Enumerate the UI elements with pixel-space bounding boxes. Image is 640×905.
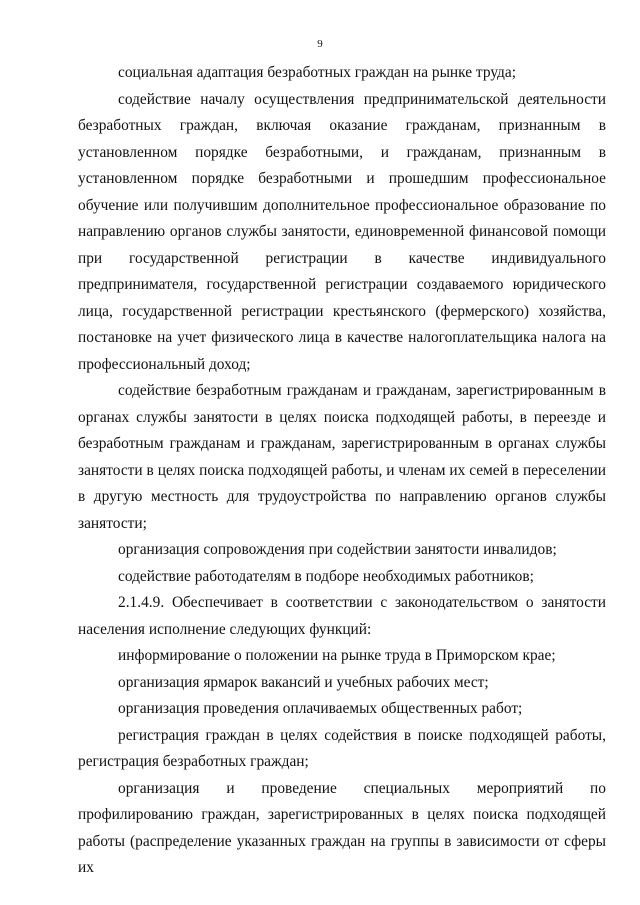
document-body <box>78 60 606 882</box>
paragraph-registration: регистрация граждан в целях содействия в поиске подходящей работы, регистрация безработных граждан; <box>78 726 606 770</box>
paragraph-profiling: организация и проведение специальных мероприятий по профилированию граждан, зарегистрированных в целях поиска подходящей работы (распределение указанных граждан на группы в зависимости от сферы их <box>78 779 606 876</box>
paragraph-social-adaptation: социальная адаптация безработных граждан на рынке труда; <box>118 64 516 81</box>
paragraph-labor-market-info: информирование о положении на рынке труда в Приморском крае; <box>118 647 556 664</box>
page-number: 9 <box>317 38 323 50</box>
paragraph-job-fairs: организация ярмарок вакансий и учебных рабочих мест; <box>118 673 489 691</box>
paragraph-employer-assistance: содействие работодателям в подборе необходимых работников; <box>118 567 534 585</box>
paragraph-relocation-support: содействие безработным гражданам и гражданам, зарегистрированным в органах службы занятости в целях поиска подходящей работы, в переезде и безработным гражданам и гражданам, зарегистрированным в органах службы занятости в целях поиска подходящей работы, и членам их семей в переселении в другую местность для трудоустройства по направлению органов службы занятости; <box>78 382 606 532</box>
paragraph-public-works: организация проведения оплачиваемых общественных работ; <box>118 700 523 717</box>
paragraph-entrepreneurship-support: содействие началу осуществления предпринимательской деятельности безработных граждан, включая оказание гражданам, признанным в установленном порядке безработными, и гражданам, признанным в установленном порядке безработными и прошедшим профессиональное обучение или получившим дополнительное профессиональное образование по направлению органов службы занятости, единовременной финансовой помощи при государственной регистрации в качестве индивидуального предпринимателя, государственной регистрации создаваемого юридического лица, государственной регистрации крестьянского (фермерского) хозяйства, постановке на учет физического лица в качестве налогоплательщика налога на профессиональный доход; <box>78 90 606 373</box>
paragraph-section-2-1-4-9: 2.1.4.9. Обеспечивает в соответствии с законодательством о занятости населения исполнение следующих функций: <box>78 594 606 638</box>
paragraph-disabled-employment: организация сопровождения при содействии занятости инвалидов; <box>118 541 557 558</box>
